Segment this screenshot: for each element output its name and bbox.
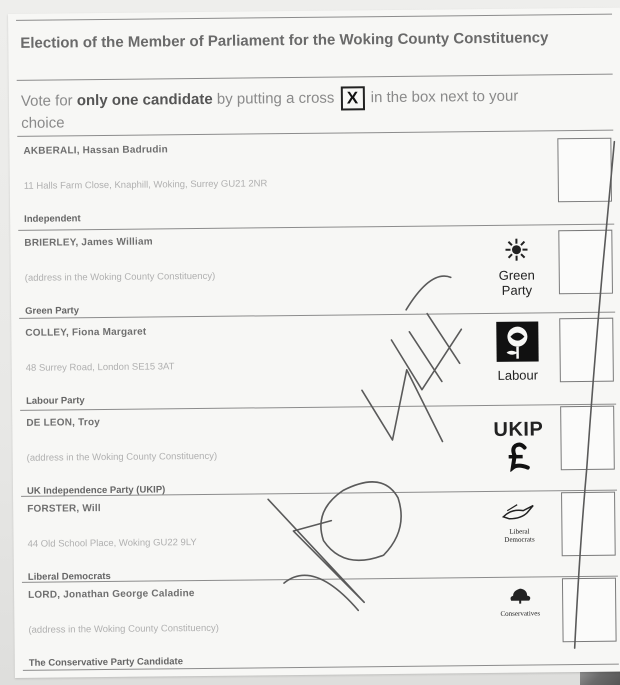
candidate-party: UK Independence Party (UKIP) bbox=[26, 484, 166, 497]
instruction-text-1: Vote for bbox=[20, 92, 77, 110]
candidate-address: 11 Halls Farm Close, Knaphill, Woking, Surrey GU21 2NR bbox=[23, 178, 268, 192]
vote-box-brierley[interactable] bbox=[558, 230, 613, 295]
vote-box-akberali[interactable] bbox=[557, 138, 612, 203]
candidate-party: The Conservative Party Candidate bbox=[28, 656, 184, 669]
libdem-bird-icon bbox=[499, 502, 539, 522]
candidate-party: Green Party bbox=[25, 305, 80, 317]
candidate-address: (address in the Woking County Constituency) bbox=[28, 622, 219, 636]
ballot-paper bbox=[8, 8, 620, 678]
handwriting-text: NONE bbox=[8, 13, 11, 15]
green-sunflower-icon bbox=[501, 237, 531, 263]
green-party-logo bbox=[484, 236, 549, 298]
libdem-logo bbox=[487, 502, 551, 544]
top-border bbox=[16, 14, 612, 21]
conservatives-logo bbox=[488, 586, 552, 618]
candidate-address: (address in the Woking County Constituency) bbox=[24, 270, 216, 284]
libdem-logo-line2: Democrats bbox=[504, 535, 535, 544]
candidate-name: FORSTER, Will bbox=[27, 503, 101, 515]
candidate-address: 44 Old School Place, Woking GU22 9LY bbox=[27, 537, 197, 550]
candidate-row bbox=[28, 585, 469, 669]
candidate-name: LORD, Jonathan George Caladine bbox=[28, 588, 195, 601]
vote-box-colley[interactable] bbox=[559, 318, 614, 383]
candidate-name: AKBERALI, Hassan Badrudin bbox=[23, 144, 168, 157]
ballot-title: Election of the Member of Parliament for the Woking County Constituency bbox=[20, 29, 549, 52]
labour-logo bbox=[485, 320, 550, 383]
green-logo-line1: Green bbox=[498, 267, 535, 283]
candidate-address: (address in the Woking County Constituency) bbox=[26, 450, 218, 464]
example-cross-box: X bbox=[340, 86, 364, 110]
row-divider bbox=[18, 224, 614, 231]
instruction-text-2: by putting a cross bbox=[212, 89, 339, 108]
vote-box-forster[interactable] bbox=[561, 492, 616, 557]
candidate-party: Labour Party bbox=[25, 395, 85, 407]
candidate-address: 48 Surrey Road, London SE15 3AT bbox=[25, 361, 175, 374]
candidate-party: Independent bbox=[24, 213, 81, 225]
conservative-tree-icon bbox=[505, 587, 535, 605]
instruction-text-3: in the box next to your choice bbox=[21, 87, 519, 132]
candidate-name: COLLEY, Fiona Margaret bbox=[25, 326, 147, 339]
candidate-name: BRIERLEY, James William bbox=[24, 236, 153, 249]
vote-box-de-leon[interactable] bbox=[560, 406, 615, 471]
labour-logo-text: Labour bbox=[497, 367, 539, 383]
ukip-pound-icon bbox=[502, 441, 536, 471]
voting-instruction bbox=[21, 84, 541, 133]
candidate-row bbox=[23, 141, 464, 225]
libdem-logo-line1: Liberal bbox=[509, 527, 530, 536]
ukip-logo bbox=[486, 418, 551, 477]
title-divider bbox=[17, 74, 613, 81]
candidate-row bbox=[25, 323, 466, 407]
green-logo-line2: Party bbox=[501, 282, 533, 298]
labour-rose-icon bbox=[492, 320, 542, 363]
candidate-party: Liberal Democrats bbox=[27, 570, 111, 583]
conservatives-logo-text: Conservatives bbox=[500, 609, 541, 618]
vote-box-lord[interactable] bbox=[562, 578, 617, 643]
candidate-row bbox=[26, 413, 467, 497]
candidate-name: DE LEON, Troy bbox=[26, 417, 101, 429]
candidate-row bbox=[27, 499, 468, 583]
ukip-logo-text: UKIP bbox=[493, 418, 544, 441]
instruction-strong: only one candidate bbox=[76, 90, 213, 110]
candidate-row bbox=[24, 233, 465, 317]
